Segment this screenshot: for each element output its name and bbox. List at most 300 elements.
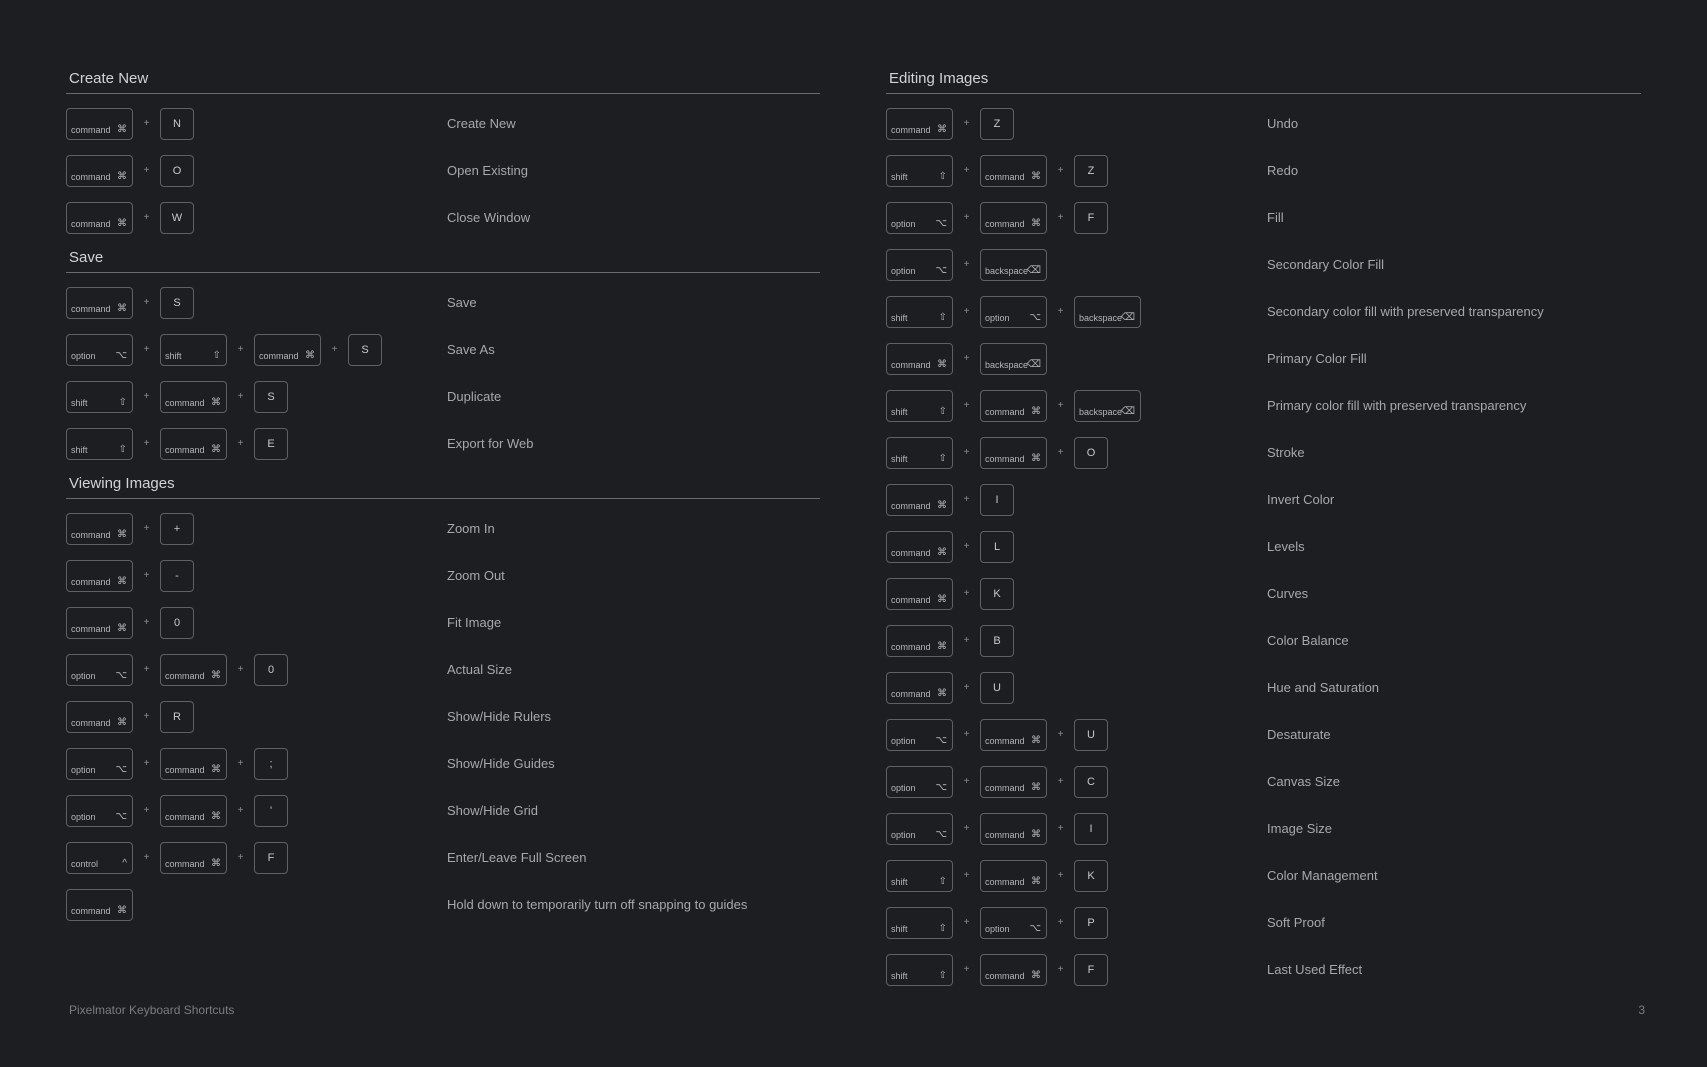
shift-symbol-icon: ⇧ (118, 396, 127, 408)
shift-key (886, 390, 953, 422)
shortcut-row (886, 288, 1641, 335)
shift-key (886, 860, 953, 892)
shortcut-action: Primary Color Fill (1267, 351, 1367, 366)
command-key (160, 842, 227, 874)
shift-key (160, 334, 227, 366)
key-label: command (985, 876, 1025, 887)
option-key (66, 334, 133, 366)
plus-sign: + (963, 635, 970, 646)
key-label: command (71, 171, 111, 182)
command-key (980, 437, 1047, 469)
shortcut-row (66, 693, 820, 740)
key-s: S (254, 381, 288, 413)
command-symbol-icon: ⌘ (937, 640, 947, 652)
command-symbol-icon: ⌘ (937, 546, 947, 558)
shortcut-action: Secondary Color Fill (1267, 257, 1385, 272)
shortcut-row (66, 740, 820, 787)
key-label: command (891, 124, 931, 135)
command-symbol-icon: ⌘ (211, 763, 221, 775)
key-combination (66, 505, 194, 552)
key-label: shift (891, 453, 908, 464)
key-label: command (891, 547, 931, 558)
key-label: shift (891, 312, 908, 323)
key-combination (66, 194, 194, 241)
command-symbol-icon: ⌘ (1031, 781, 1041, 793)
shortcut-action: Hue and Saturation (1267, 680, 1380, 695)
key-label: command (165, 811, 205, 822)
plus-sign: + (143, 758, 150, 769)
shortcut-row (66, 326, 820, 373)
key-combination (886, 805, 1108, 852)
shortcut-action: Color Balance (1267, 633, 1349, 648)
shortcut-action: Export for Web (447, 436, 534, 451)
plus-sign: + (963, 682, 970, 693)
key-combination (886, 664, 1014, 711)
key-label: command (985, 171, 1025, 182)
key-label: backspace (1079, 406, 1123, 417)
shortcut-row (66, 279, 820, 326)
shortcut-action: Secondary color fill with preserved transparency (1267, 304, 1544, 319)
key-label: shift (891, 171, 908, 182)
plus-sign: + (963, 541, 970, 552)
shift-symbol-icon: ⇧ (938, 405, 947, 417)
command-symbol-icon: ⌘ (211, 396, 221, 408)
command-symbol-icon: ⌘ (937, 123, 947, 135)
key-k: K (980, 578, 1014, 610)
command-key (886, 108, 953, 140)
option-key (66, 795, 133, 827)
shortcut-row (66, 147, 820, 194)
key-combination (886, 241, 1047, 288)
key-combination (66, 834, 288, 881)
plus-sign: + (143, 165, 150, 176)
backspace-symbol-icon: ⌫ (1026, 264, 1041, 276)
key-z: Z (980, 108, 1014, 140)
plus-sign: + (143, 523, 150, 534)
command-symbol-icon: ⌘ (1031, 452, 1041, 464)
command-symbol-icon: ⌘ (117, 123, 127, 135)
plus-sign: + (143, 212, 150, 223)
shortcut-action: Zoom In (447, 521, 495, 536)
shortcut-row (66, 787, 820, 834)
key-label: shift (891, 406, 908, 417)
command-symbol-icon: ⌘ (1031, 828, 1041, 840)
key-f: F (254, 842, 288, 874)
option-key (980, 296, 1047, 328)
shortcut-row (66, 373, 820, 420)
command-symbol-icon: ⌘ (117, 217, 127, 229)
shortcut-row (886, 852, 1641, 899)
plus-sign: + (143, 805, 150, 816)
plus-sign: + (963, 212, 970, 223)
key-label: command (891, 359, 931, 370)
key-symbol: - (160, 560, 194, 592)
key-label: command (165, 858, 205, 869)
key-u: U (980, 672, 1014, 704)
shortcut-action: Levels (1267, 539, 1305, 554)
command-symbol-icon: ⌘ (305, 349, 315, 361)
key-label: option (891, 829, 916, 840)
plus-sign: + (237, 344, 244, 355)
shortcut-row (886, 194, 1641, 241)
key-label: command (985, 829, 1025, 840)
command-symbol-icon: ⌘ (117, 302, 127, 314)
shift-symbol-icon: ⇧ (938, 922, 947, 934)
plus-sign: + (963, 447, 970, 458)
plus-sign: + (237, 664, 244, 675)
shift-symbol-icon: ⇧ (938, 170, 947, 182)
command-key (254, 334, 321, 366)
shortcut-action: Zoom Out (447, 568, 505, 583)
command-symbol-icon: ⌘ (211, 857, 221, 869)
key-label: control (71, 858, 99, 869)
option-key (886, 813, 953, 845)
key-combination (886, 147, 1108, 194)
option-symbol-icon: ⌥ (935, 734, 947, 746)
key-label: option (985, 312, 1010, 323)
command-key (66, 889, 133, 921)
backspace-symbol-icon: ⌫ (1026, 358, 1041, 370)
plus-sign: + (237, 852, 244, 863)
key-label: command (165, 444, 205, 455)
shortcut-action: Hold down to temporarily turn off snapping to guides (447, 897, 748, 912)
key-label: command (891, 688, 931, 699)
plus-sign: + (963, 776, 970, 787)
key-label: option (891, 735, 916, 746)
key-label: command (891, 500, 931, 511)
shortcut-action: Create New (447, 116, 516, 131)
key-label: command (259, 350, 299, 361)
command-key (160, 748, 227, 780)
key-combination (66, 787, 288, 834)
shift-key (886, 155, 953, 187)
key-label: command (71, 717, 111, 728)
command-symbol-icon: ⌘ (117, 170, 127, 182)
key-label: command (71, 529, 111, 540)
command-key (980, 766, 1047, 798)
shift-symbol-icon: ⇧ (938, 969, 947, 981)
key-combination (66, 646, 288, 693)
command-symbol-icon: ⌘ (211, 443, 221, 455)
key-label: command (985, 782, 1025, 793)
key-l: L (980, 531, 1014, 563)
key-label: option (891, 782, 916, 793)
key-combination (886, 852, 1108, 899)
command-key (160, 428, 227, 460)
key-label: shift (71, 444, 88, 455)
key-label: option (71, 350, 96, 361)
key-label: command (985, 453, 1025, 464)
key-label: option (891, 218, 916, 229)
page-number: 3 (1638, 1003, 1645, 1017)
shortcut-action: Show/Hide Grid (447, 803, 539, 818)
shortcut-action: Show/Hide Rulers (447, 709, 552, 724)
command-key (66, 202, 133, 234)
shortcut-action: Soft Proof (1267, 915, 1325, 930)
key-label: command (985, 735, 1025, 746)
command-symbol-icon: ⌘ (937, 687, 947, 699)
shortcut-row (66, 194, 820, 241)
key-p: P (1074, 907, 1108, 939)
option-symbol-icon: ⌥ (115, 349, 127, 361)
command-symbol-icon: ⌘ (937, 358, 947, 370)
key-label: command (985, 970, 1025, 981)
option-symbol-icon: ⌥ (935, 781, 947, 793)
key-label: backspace (985, 359, 1029, 370)
key-combination (66, 373, 288, 420)
plus-sign: + (1057, 306, 1064, 317)
command-key (160, 381, 227, 413)
option-symbol-icon: ⌥ (115, 810, 127, 822)
section-editing-images (886, 66, 1641, 993)
plus-sign: + (237, 758, 244, 769)
key-label: option (891, 265, 916, 276)
plus-sign: + (1057, 212, 1064, 223)
shift-key (886, 954, 953, 986)
command-key (886, 484, 953, 516)
command-key (980, 860, 1047, 892)
key-label: command (71, 303, 111, 314)
key-label: command (165, 670, 205, 681)
shift-symbol-icon: ⇧ (938, 875, 947, 887)
shortcut-row (886, 429, 1641, 476)
shift-key (886, 907, 953, 939)
plus-sign: + (963, 870, 970, 881)
shortcut-row (886, 758, 1641, 805)
command-key (980, 813, 1047, 845)
plus-sign: + (237, 805, 244, 816)
plus-sign: + (1057, 165, 1064, 176)
command-key (66, 155, 133, 187)
key-combination (66, 326, 382, 373)
shortcut-action: Image Size (1267, 821, 1333, 836)
shortcut-action: Last Used Effect (1267, 962, 1363, 977)
option-key (66, 654, 133, 686)
key-combination (886, 899, 1108, 946)
command-key (886, 343, 953, 375)
command-symbol-icon: ⌘ (1031, 734, 1041, 746)
plus-sign: + (963, 588, 970, 599)
command-key (886, 578, 953, 610)
key-label: option (71, 811, 96, 822)
key-combination (886, 711, 1108, 758)
key-symbol: ; (254, 748, 288, 780)
command-key (66, 560, 133, 592)
shift-key (886, 296, 953, 328)
command-key (66, 513, 133, 545)
key-u: U (1074, 719, 1108, 751)
key-combination (886, 946, 1108, 993)
key-combination (66, 881, 133, 928)
option-key (886, 719, 953, 751)
key-combination (66, 100, 194, 147)
shortcut-row (886, 147, 1641, 194)
key-label: command (71, 124, 111, 135)
plus-sign: + (963, 964, 970, 975)
shortcut-action: Actual Size (447, 662, 513, 677)
plus-sign: + (1057, 400, 1064, 411)
key-combination (66, 147, 194, 194)
key-c: C (1074, 766, 1108, 798)
plus-sign: + (963, 729, 970, 740)
option-key (980, 907, 1047, 939)
right-column (886, 66, 1641, 993)
shortcut-action: Undo (1267, 116, 1299, 131)
shift-symbol-icon: ⇧ (212, 349, 221, 361)
shortcut-row (886, 805, 1641, 852)
shift-key (66, 381, 133, 413)
key-f: F (1074, 954, 1108, 986)
plus-sign: + (963, 353, 970, 364)
key-label: command (71, 218, 111, 229)
shift-key (886, 437, 953, 469)
plus-sign: + (143, 852, 150, 863)
command-key (886, 625, 953, 657)
footer-title: Pixelmator Keyboard Shortcuts (69, 1003, 235, 1017)
section-title: Editing Images (886, 66, 1641, 94)
section-create-new (66, 66, 820, 241)
key-0: 0 (254, 654, 288, 686)
shortcut-action: Close Window (447, 210, 531, 225)
shortcut-row (886, 570, 1641, 617)
shortcut-row (66, 646, 820, 693)
key-label: command (165, 397, 205, 408)
command-key (980, 954, 1047, 986)
command-key (980, 202, 1047, 234)
plus-sign: + (143, 297, 150, 308)
command-symbol-icon: ⌘ (1031, 170, 1041, 182)
shortcut-row (66, 420, 820, 467)
command-key (886, 531, 953, 563)
plus-sign: + (143, 617, 150, 628)
key-combination (886, 570, 1014, 617)
command-key (886, 672, 953, 704)
key-combination (66, 279, 194, 326)
shortcut-action: Show/Hide Guides (447, 756, 555, 771)
key-label: command (71, 905, 111, 916)
shortcut-row (66, 552, 820, 599)
plus-sign: + (143, 118, 150, 129)
command-key (160, 795, 227, 827)
command-symbol-icon: ⌘ (211, 669, 221, 681)
plus-sign: + (1057, 729, 1064, 740)
backspace-key (1074, 390, 1141, 422)
key-symbol: ' (254, 795, 288, 827)
shortcut-action: Fill (1267, 210, 1284, 225)
key-b: B (980, 625, 1014, 657)
command-key (980, 155, 1047, 187)
plus-sign: + (1057, 823, 1064, 834)
shortcut-action: Primary color fill with preserved transparency (1267, 398, 1527, 413)
section-title: Save (66, 245, 820, 273)
command-symbol-icon: ⌘ (117, 622, 127, 634)
shortcut-row (886, 523, 1641, 570)
key-label: shift (891, 876, 908, 887)
key-combination (886, 476, 1014, 523)
option-key (886, 249, 953, 281)
key-label: option (71, 670, 96, 681)
command-symbol-icon: ⌘ (117, 528, 127, 540)
key-k: K (1074, 860, 1108, 892)
shift-key (66, 428, 133, 460)
command-key (160, 654, 227, 686)
command-symbol-icon: ⌘ (937, 499, 947, 511)
shortcut-action: Stroke (1267, 445, 1305, 460)
option-key (66, 748, 133, 780)
plus-sign: + (331, 344, 338, 355)
plus-sign: + (1057, 776, 1064, 787)
command-symbol-icon: ⌘ (937, 593, 947, 605)
plus-sign: + (963, 165, 970, 176)
command-symbol-icon: ⌘ (117, 904, 127, 916)
section-save (66, 245, 820, 467)
key-o: O (160, 155, 194, 187)
control-key (66, 842, 133, 874)
backspace-key (1074, 296, 1141, 328)
shortcut-action: Redo (1267, 163, 1299, 178)
key-label: option (71, 764, 96, 775)
command-key (66, 607, 133, 639)
plus-sign: + (1057, 917, 1064, 928)
shortcut-row (886, 382, 1641, 429)
shortcut-row (66, 881, 820, 928)
plus-sign: + (963, 494, 970, 505)
plus-sign: + (237, 391, 244, 402)
section-title: Viewing Images (66, 471, 820, 499)
command-key (66, 108, 133, 140)
key-z: Z (1074, 155, 1108, 187)
shortcut-row (886, 335, 1641, 382)
shift-symbol-icon: ⇧ (118, 443, 127, 455)
key-combination (66, 599, 194, 646)
backspace-key (980, 249, 1047, 281)
shortcut-row (886, 617, 1641, 664)
shortcut-action: Enter/Leave Full Screen (447, 850, 587, 865)
shift-symbol-icon: ⇧ (938, 452, 947, 464)
key-label: backspace (1079, 312, 1123, 323)
command-symbol-icon: ⌘ (1031, 405, 1041, 417)
key-combination (886, 382, 1141, 429)
command-symbol-icon: ⌘ (1031, 217, 1041, 229)
key-label: command (985, 406, 1025, 417)
key-i: I (980, 484, 1014, 516)
plus-sign: + (1057, 447, 1064, 458)
key-combination (886, 335, 1047, 382)
key-r: R (160, 701, 194, 733)
key-combination (886, 194, 1108, 241)
key-s: S (348, 334, 382, 366)
key-combination (886, 523, 1014, 570)
key-i: I (1074, 813, 1108, 845)
shortcut-row (66, 100, 820, 147)
section-title: Create New (66, 66, 820, 94)
shortcut-row (886, 100, 1641, 147)
option-symbol-icon: ⌥ (1029, 922, 1041, 934)
shortcut-row (886, 664, 1641, 711)
key-o: O (1074, 437, 1108, 469)
backspace-symbol-icon: ⌫ (1120, 311, 1135, 323)
shift-symbol-icon: ⇧ (938, 311, 947, 323)
command-symbol-icon: ⌘ (117, 575, 127, 587)
plus-sign: + (963, 823, 970, 834)
plus-sign: + (143, 438, 150, 449)
option-symbol-icon: ⌥ (935, 264, 947, 276)
shortcut-action: Fit Image (447, 615, 502, 630)
plus-sign: + (143, 664, 150, 675)
left-column (66, 66, 820, 928)
key-label: shift (891, 970, 908, 981)
shortcut-row (66, 599, 820, 646)
